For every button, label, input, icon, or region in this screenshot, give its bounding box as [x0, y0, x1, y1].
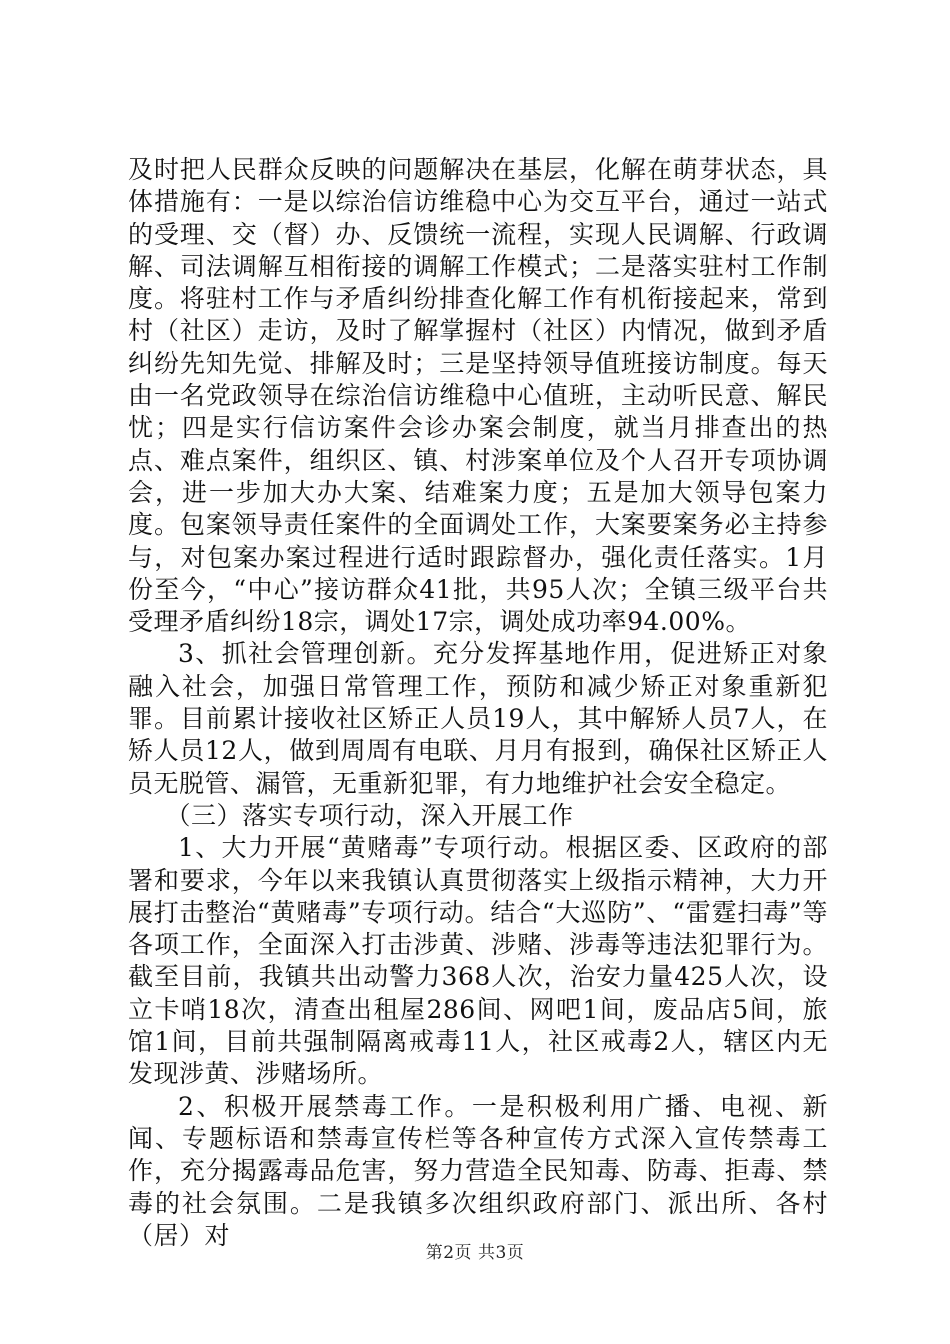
page-footer: 第2页 共3页	[425, 1243, 525, 1263]
paragraph-continuation: 及时把人民群众反映的问题解决在基层，化解在萌芽状态，具体措施有：一是以综治信访维稳中心为交互平台，通过一站式的受理、交（督）办、反馈统一流程，实现人民调解、行政调解、司法调解互相衔接的调解工作模式；二是落实驻村工作制度。将驻村工作与矛盾纠纷排查化解工作有机衔接起来，常到村（社区）走访，及时了解掌握村（社区）内情况，做到矛盾纠纷先知先觉、排解及时；三是坚持领导值班接访制度。每天由一名党政领导在综治信访维稳中心值班，主动听民意、解民忧；四是实行信访案件会诊办案会制度，就当月排查出的热点、难点案件，组织区、镇、村涉案单位及个人召开专项协调会，进一步加大办大案、结难案力度；五是加大领导包案力度。包案领导责任案件的全面调处工作，大案要案务必主持参与，对包案办案过程进行适时跟踪督办，强化责任落实。1月份至今，“中心”接访群众41批，共95人次；全镇三级平台共受理矛盾纠纷18宗，调处17宗，调处成功率94.00%。	[128, 155, 828, 637]
paragraph-anti-drug-work: 2、积极开展禁毒工作。一是积极利用广播、电视、新闻、专题标语和禁毒宣传栏等各种宣传方式深入宣传禁毒工作，充分揭露毒品危害，努力营造全民知毒、防毒、拒毒、禁毒的社会氛围。二是我镇多次组织政府部门、派出所、各村（居）对	[128, 1091, 828, 1250]
paragraph-anti-vice-campaign: 1、大力开展“黄赌毒”专项行动。根据区委、区政府的部署和要求，今年以来我镇认真贯彻落实上级指示精神，大力开展打击整治“黄赌毒”专项行动。结合“大巡防”、“雷霆扫毒”等各项工作，全面深入打击涉黄、涉赌、涉毒等违法犯罪行为。截至目前，我镇共出动警力368人次，治安力量425人次，设立卡哨18次，清查出租屋286间、网吧1间，废品店5间，旅馆1间，目前共强制隔离戒毒11人，社区戒毒2人，辖区内无发现涉黄、涉赌场所。	[128, 833, 828, 1089]
document-body	[128, 154, 828, 1252]
section-heading-special-actions: （三）落实专项行动，深入开展工作	[165, 800, 574, 830]
paragraph-social-management: 3、抓社会管理创新。充分发挥基地作用，促进矫正对象融入社会，加强日常管理工作，预防和减少矫正对象重新犯罪。目前累计接收社区矫正人员19人，其中解矫人员7人，在矫人员12人，做到周周有电联、月月有报到，确保社区矫正人员无脱管、漏管，无重新犯罪，有力地维护社会安全稳定。	[128, 639, 828, 798]
